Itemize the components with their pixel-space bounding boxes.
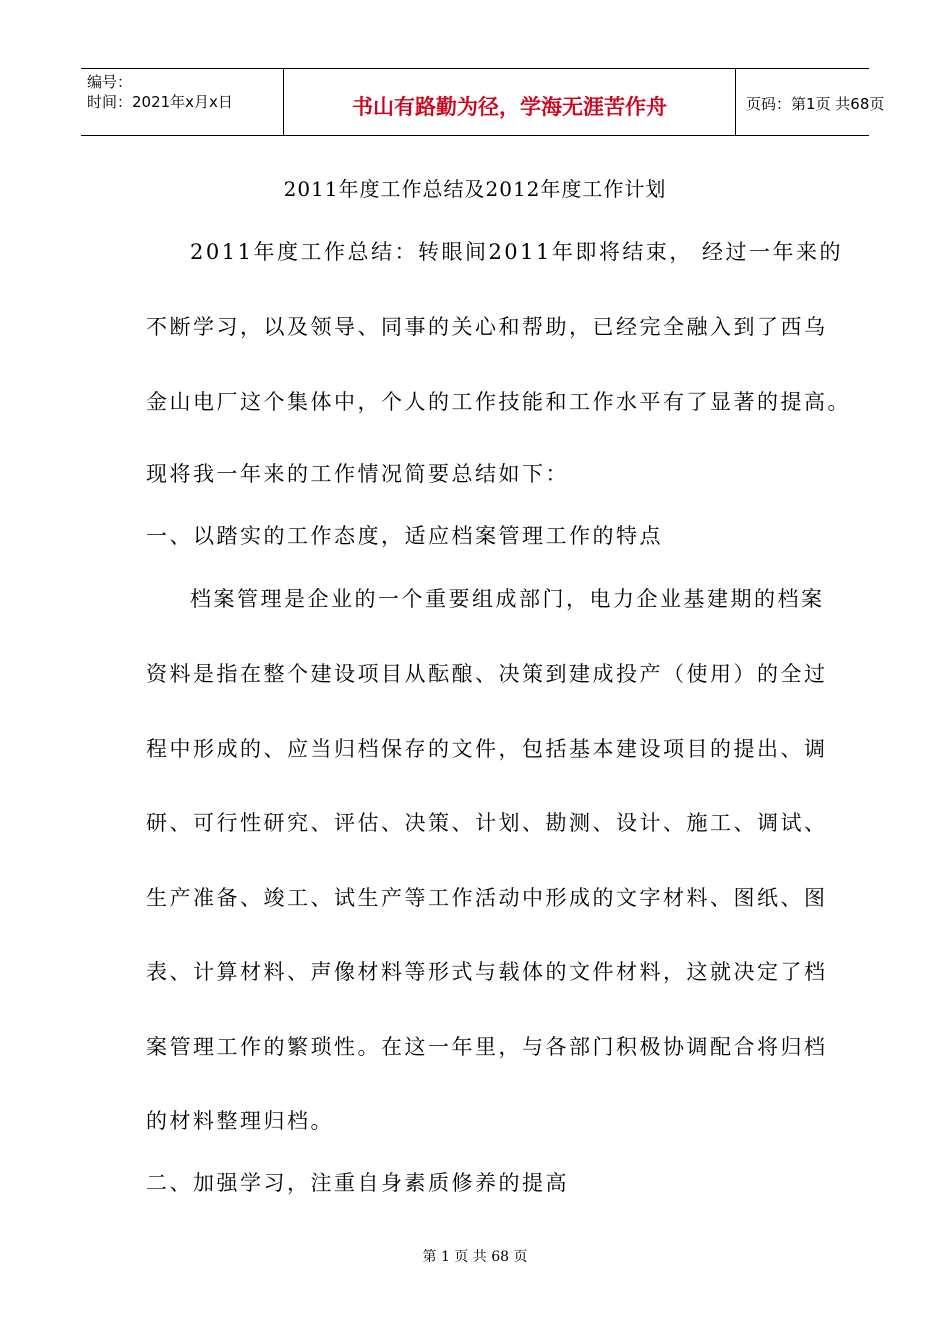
document-date-label: 时间：2021年x月x日: [87, 93, 233, 111]
section-heading: 二、加强学习，注重自身素质修养的提高: [146, 1171, 569, 1195]
document-number-label: 编号：: [87, 73, 133, 91]
body-line: 生产准备、竣工、试生产等工作活动中形成的文字材料、图纸、图: [146, 886, 828, 910]
body-line: 的材料整理归档。: [146, 1109, 334, 1133]
body-line: 案管理工作的繁琐性。在这一年里，与各部门积极协调配合将归档: [146, 1035, 828, 1059]
page-footer: 第 1 页 共 68 页: [422, 1249, 528, 1265]
body-line: 程中形成的、应当归档保存的文件，包括基本建设项目的提出、调: [146, 737, 828, 761]
header-info-cell: [81, 69, 284, 135]
header-page-cell: [736, 69, 885, 135]
body-line: 2011年度工作总结：转眼间2011年即将结束， 经过一年来的: [190, 240, 844, 264]
body-line: 研、可行性研究、评估、决策、计划、勘测、设计、施工、调试、: [146, 811, 828, 835]
body-line: 不断学习，以及领导、同事的关心和帮助，已经完全融入到了西乌: [146, 315, 828, 339]
document-header: [81, 68, 885, 136]
section-heading: 一、以踏实的工作态度，适应档案管理工作的特点: [146, 524, 663, 548]
body-line: 档案管理是企业的一个重要组成部门，电力企业基建期的档案: [190, 587, 825, 611]
document-title: 2011年度工作总结及2012年度工作计划: [283, 177, 667, 201]
body-line: 资料是指在整个建设项目从酝酿、决策到建成投产（使用）的全过: [146, 662, 828, 686]
body-line: 金山电厂这个集体中，个人的工作技能和工作水平有了显著的提高。: [146, 390, 851, 414]
header-page-number: 页码：第1页 共68页: [746, 95, 885, 113]
body-line: 现将我一年来的工作情况简要总结如下：: [146, 462, 569, 486]
header-motto: 书山有路勤为径，学海无涯苦作舟: [352, 95, 667, 119]
header-motto-cell: [284, 69, 736, 135]
body-line: 表、计算材料、声像材料等形式与载体的文件材料，这就决定了档: [146, 960, 828, 984]
